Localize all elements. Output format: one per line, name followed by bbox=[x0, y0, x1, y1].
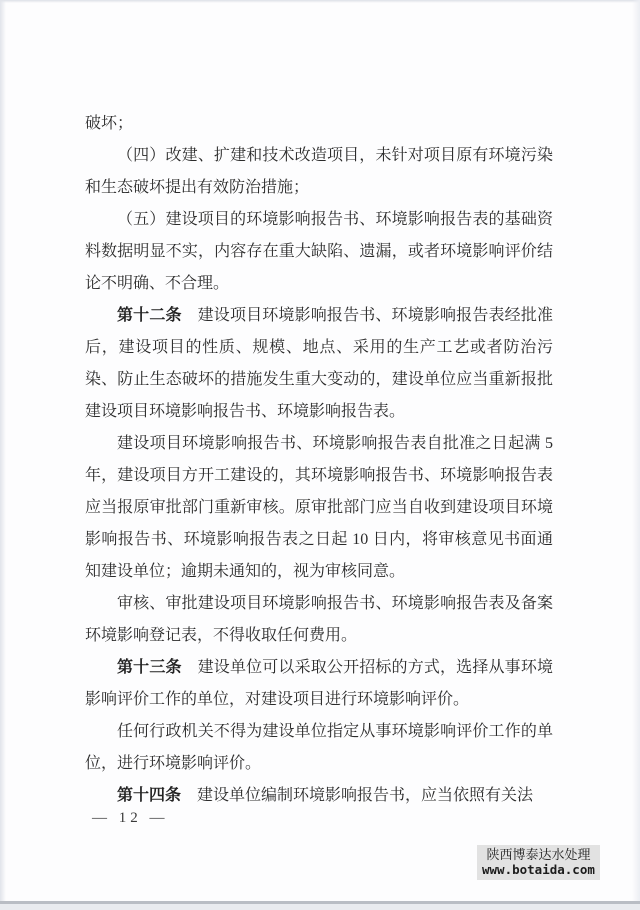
article-number: 第十二条 bbox=[117, 307, 182, 324]
paragraph-text: 建设单位编制环境影响报告书，应当依照有关法 bbox=[197, 787, 534, 804]
paragraph-text: 破坏； bbox=[85, 115, 134, 132]
watermark-company: 陕西博泰达水处理 bbox=[486, 847, 591, 862]
paragraph bbox=[85, 428, 553, 588]
paragraph bbox=[85, 716, 553, 780]
scan-edge-top bbox=[0, 0, 640, 3]
paragraph-text: 建设项目环境影响报告书、环境影响报告表自批准之日起满 5 年，建设项目方开工建设的，其环境影响报告书、环境影响报告表应当报原审批部门重新审核。原审批部门应当自收到建设项目环境影响报告书、环境影响报告表之日起 10 日内，将审核意见书面通知建设单位；逾期未通知的，视为审核同意。 bbox=[85, 435, 553, 580]
watermark-url: www.botaida.com bbox=[482, 862, 595, 877]
article-number: 第十四条 bbox=[117, 787, 182, 804]
paragraph-text: （五）建设项目的环境影响报告书、环境影响报告表的基础资料数据明显不实，内容存在重大缺陷、遗漏，或者环境影响评价结论不明确、不合理。 bbox=[85, 211, 553, 292]
paragraph bbox=[85, 780, 553, 812]
document-body bbox=[85, 108, 553, 812]
paragraph bbox=[85, 204, 553, 300]
paragraph bbox=[85, 108, 553, 140]
paragraph-text: 审核、审批建设项目环境影响报告书、环境影响报告表及备案环境影响登记表，不得收取任何费用。 bbox=[85, 595, 553, 644]
page-number: — 12 — bbox=[92, 810, 169, 826]
paragraph bbox=[85, 140, 553, 204]
paragraph-text: 建设项目环境影响报告书、环境影响报告表经批准后，建设项目的性质、规模、地点、采用的生产工艺或者防治污染、防止生态破坏的措施发生重大变动的，建设单位应当重新报批建设项目环境影响报告书、环境影响报告表。 bbox=[85, 307, 553, 420]
paragraph bbox=[85, 588, 553, 652]
paragraph-text: （四）改建、扩建和技术改造项目，未针对项目原有环境污染和生态破坏提出有效防治措施； bbox=[85, 147, 553, 196]
paragraph bbox=[85, 300, 553, 428]
scan-edge-bottom-fill bbox=[0, 904, 640, 910]
watermark bbox=[477, 845, 600, 880]
article-number: 第十三条 bbox=[117, 659, 182, 676]
scan-edge-right bbox=[632, 0, 640, 910]
paragraph-text: 建设单位可以采取公开招标的方式，选择从事环境影响评价工作的单位，对建设项目进行环境影响评价。 bbox=[85, 659, 553, 708]
paragraph-text: 任何行政机关不得为建设单位指定从事环境影响评价工作的单位，进行环境影响评价。 bbox=[85, 723, 553, 772]
paragraph bbox=[85, 652, 553, 716]
scan-edge-left bbox=[0, 0, 6, 910]
